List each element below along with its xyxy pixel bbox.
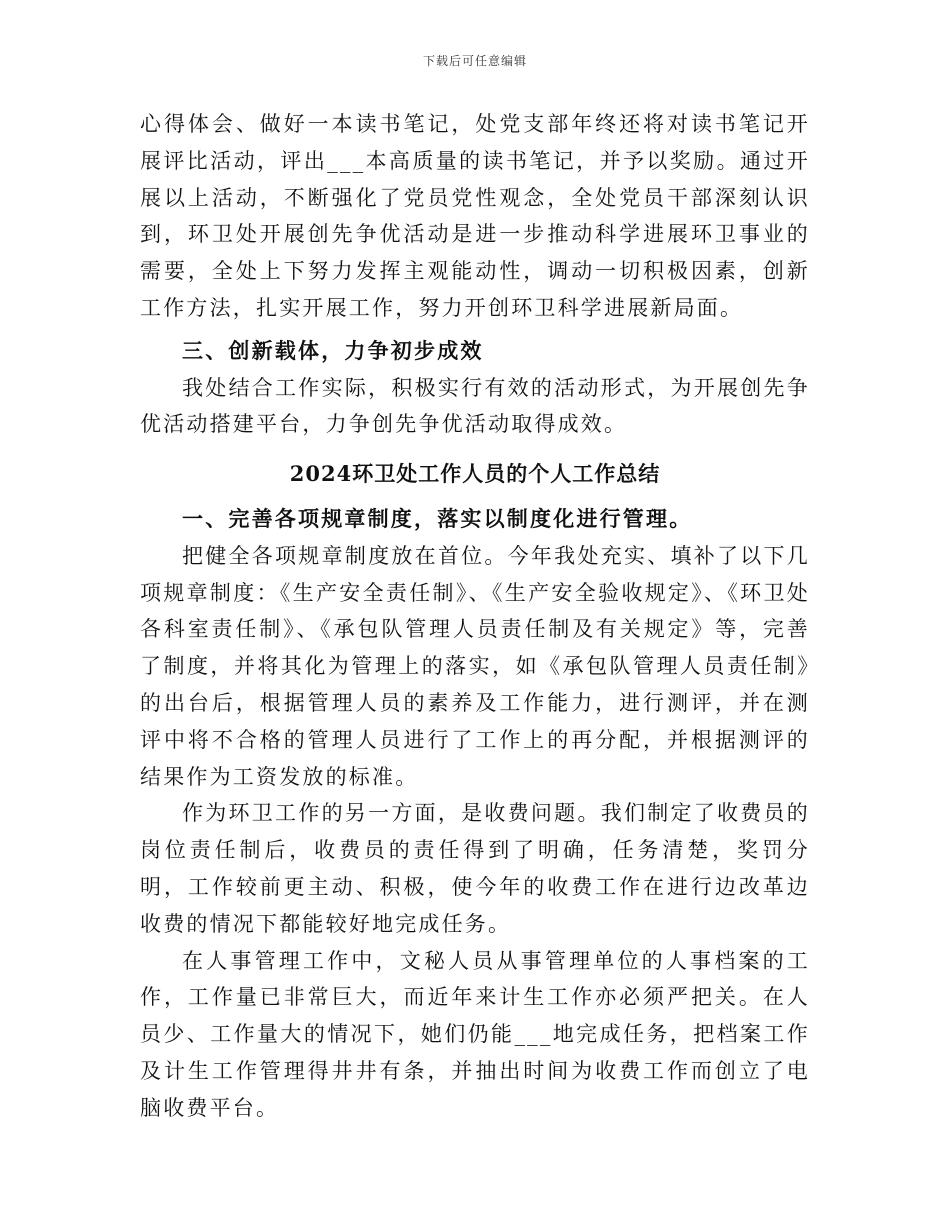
paragraph-section-3: 我处结合工作实际，积极实行有效的活动形式，为开展创先争优活动搭建平台，力争创先争优活动取得成效。 — [140, 375, 810, 437]
section-heading-3: 三、创新载体，力争初步成效 — [182, 337, 484, 363]
document-title: 2024环卫处工作人员的个人工作总结 — [289, 461, 661, 487]
page-header-note: 下载后可任意编辑 — [422, 54, 527, 68]
paragraph-continued: 心得体会、做好一本读书笔记，处党支部年终还将对读书笔记开展评比活动，评出___本高质量的读书笔记，并予以奖励。通过开展以上活动，不断强化了党员党性观念，全处党员干部深刻认识到，环卫处开展创先争优活动是进一步推动科学进展环卫事业的需要，全处上下努力发挥主观能动性，调动一切积极因素，创新工作方法，扎实开展工作，努力开创环卫科学进展新局面。 — [140, 112, 810, 320]
paragraph-1: 把健全各项规章制度放在首位。今年我处充实、填补了以下几项规章制度：《生产安全责任制》、《生产安全验收规定》、《环卫处各科室责任制》、《承包队管理人员责任制及有关规定》等，完善了制度，并将其化为管理上的落实，如《承包队管理人员责任制》的出台后，根据管理人员的素养及工作能力，进行测评，并在测评中将不合格的管理人员进行了工作上的再分配，并根据测评的结果作为工资发放的标准。 — [140, 543, 810, 789]
section-heading-1: 一、完善各项规章制度，落实以制度化进行管理。 — [182, 505, 693, 531]
paragraph-3: 在人事管理工作中，文秘人员从事管理单位的人事档案的工作，工作量已非常巨大，而近年来计生工作亦必须严把关。在人员少、工作量大的情况下，她们仍能___地完成任务，把档案工作及计生工作管理得井井有条，并抽出时间为收费工作而创立了电脑收费平台。 — [140, 948, 810, 1120]
document-body — [140, 106, 810, 1127]
paragraph-2: 作为环卫工作的另一方面，是收费问题。我们制定了收费员的岗位责任制后，收费员的责任得到了明确，任务清楚，奖罚分明，工作较前更主动、积极，使今年的收费工作在进行边改革边收费的情况下都能较好地完成任务。 — [140, 801, 810, 936]
